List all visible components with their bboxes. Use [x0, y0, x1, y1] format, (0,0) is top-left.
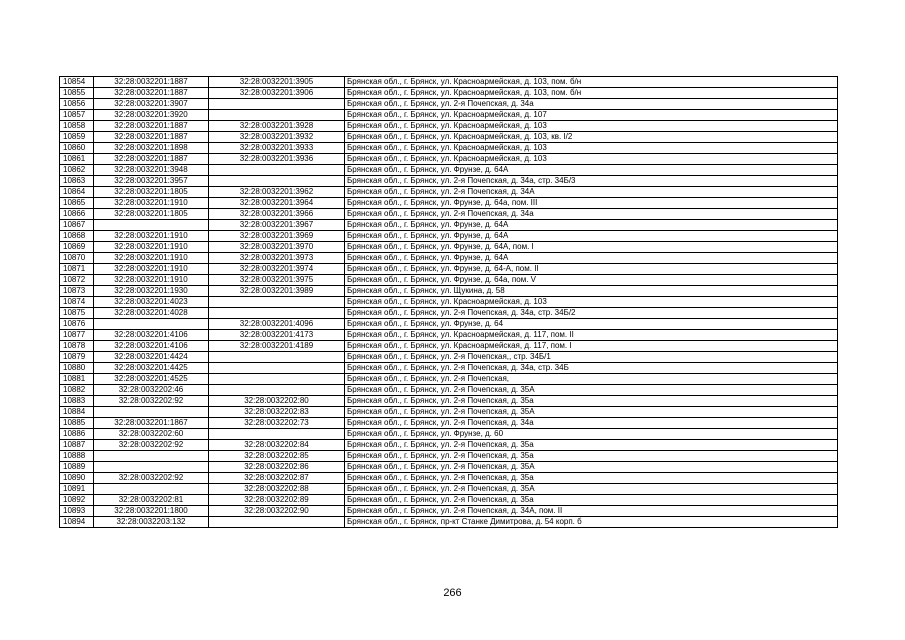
row-number-cell: 10869 — [60, 242, 94, 253]
cadastral-number-cell: 32:28:0032202:60 — [94, 429, 209, 440]
row-number-cell: 10857 — [60, 110, 94, 121]
address-cell: Брянская обл., г. Брянск, ул. Красноармейская, д. 103 — [345, 143, 838, 154]
cadastral-number-cell: 32:28:0032202:46 — [94, 385, 209, 396]
table-row — [60, 506, 838, 517]
address-cell: Брянская обл., г. Брянск, ул. Щукина, д. 58 — [345, 286, 838, 297]
object-cadastral-number-cell — [209, 374, 345, 385]
table-row — [60, 517, 838, 528]
address-cell: Брянская обл., г. Брянск, ул. Красноармейская, д. 103, кв. I/2 — [345, 132, 838, 143]
table-row — [60, 286, 838, 297]
row-number-cell: 10877 — [60, 330, 94, 341]
address-cell: Брянская обл., г. Брянск, ул. 2-я Почепская, д. 35а — [345, 440, 838, 451]
row-number-cell: 10872 — [60, 275, 94, 286]
cadastral-number-cell: 32:28:0032201:1887 — [94, 132, 209, 143]
cadastral-number-cell — [94, 220, 209, 231]
row-number-cell: 10890 — [60, 473, 94, 484]
cadastral-number-cell: 32:28:0032201:3948 — [94, 165, 209, 176]
address-cell: Брянская обл., г. Брянск, ул. 2-я Почепская, д. 35А — [345, 385, 838, 396]
object-cadastral-number-cell: 32:28:0032201:3936 — [209, 154, 345, 165]
address-cell: Брянская обл., г. Брянск, ул. Фрунзе, д. 64-А, пом. II — [345, 264, 838, 275]
row-number-cell: 10881 — [60, 374, 94, 385]
cadastral-number-cell — [94, 462, 209, 473]
row-number-cell: 10888 — [60, 451, 94, 462]
table-row — [60, 99, 838, 110]
address-cell: Брянская обл., г. Брянск, ул. 2-я Почепская, д. 35а — [345, 473, 838, 484]
address-cell: Брянская обл., г. Брянск, пр-кт Станке Димитрова, д. 54 корп. б — [345, 517, 838, 528]
cadastral-number-cell: 32:28:0032202:92 — [94, 396, 209, 407]
cadastral-number-cell: 32:28:0032201:3957 — [94, 176, 209, 187]
cadastral-number-cell: 32:28:0032202:92 — [94, 473, 209, 484]
address-cell: Брянская обл., г. Брянск, ул. Красноармейская, д. 103 — [345, 121, 838, 132]
object-cadastral-number-cell: 32:28:0032201:4189 — [209, 341, 345, 352]
cadastral-number-cell: 32:28:0032201:1898 — [94, 143, 209, 154]
row-number-cell: 10892 — [60, 495, 94, 506]
address-cell: Брянская обл., г. Брянск, ул. Фрунзе, д. 64а, пом. V — [345, 275, 838, 286]
object-cadastral-number-cell: 32:28:0032201:3905 — [209, 77, 345, 88]
address-cell: Брянская обл., г. Брянск, ул. Красноармейская, д. 103 — [345, 154, 838, 165]
address-cell: Брянская обл., г. Брянск, ул. Фрунзе, д. 64А — [345, 220, 838, 231]
row-number-cell: 10883 — [60, 396, 94, 407]
cadastral-number-cell: 32:28:0032201:3907 — [94, 99, 209, 110]
cadastral-number-cell: 32:28:0032201:1887 — [94, 88, 209, 99]
cadastral-number-cell: 32:28:0032201:1910 — [94, 253, 209, 264]
table-row — [60, 209, 838, 220]
object-cadastral-number-cell: 32:28:0032201:3906 — [209, 88, 345, 99]
cadastral-number-cell: 32:28:0032201:1887 — [94, 154, 209, 165]
object-cadastral-number-cell — [209, 385, 345, 396]
cadastral-number-cell: 32:28:0032201:4023 — [94, 297, 209, 308]
table-row — [60, 176, 838, 187]
table-row — [60, 198, 838, 209]
table-row — [60, 121, 838, 132]
object-cadastral-number-cell: 32:28:0032201:3966 — [209, 209, 345, 220]
object-cadastral-number-cell — [209, 99, 345, 110]
table-row — [60, 440, 838, 451]
row-number-cell: 10873 — [60, 286, 94, 297]
row-number-cell: 10887 — [60, 440, 94, 451]
object-cadastral-number-cell — [209, 429, 345, 440]
object-cadastral-number-cell — [209, 352, 345, 363]
table-row — [60, 297, 838, 308]
object-cadastral-number-cell: 32:28:0032202:73 — [209, 418, 345, 429]
table-row — [60, 451, 838, 462]
row-number-cell: 10879 — [60, 352, 94, 363]
address-cell: Брянская обл., г. Брянск, ул. Фрунзе, д. 64а, пом. III — [345, 198, 838, 209]
address-cell: Брянская обл., г. Брянск, ул. Красноармейская, д. 103, пом. б/н — [345, 88, 838, 99]
object-cadastral-number-cell: 32:28:0032202:90 — [209, 506, 345, 517]
address-cell: Брянская обл., г. Брянск, ул. Красноармейская, д. 103 — [345, 297, 838, 308]
row-number-cell: 10893 — [60, 506, 94, 517]
table-row — [60, 220, 838, 231]
object-cadastral-number-cell: 32:28:0032201:3962 — [209, 187, 345, 198]
cadastral-number-cell: 32:28:0032201:4106 — [94, 341, 209, 352]
object-cadastral-number-cell: 32:28:0032201:3932 — [209, 132, 345, 143]
row-number-cell: 10862 — [60, 165, 94, 176]
table-row — [60, 473, 838, 484]
cadastral-number-cell: 32:28:0032201:1910 — [94, 231, 209, 242]
cadastral-number-cell: 32:28:0032201:4424 — [94, 352, 209, 363]
table-row — [60, 462, 838, 473]
address-cell: Брянская обл., г. Брянск, ул. Красноармейская, д. 117, пом. II — [345, 330, 838, 341]
cadastral-number-cell: 32:28:0032201:4425 — [94, 363, 209, 374]
object-cadastral-number-cell — [209, 176, 345, 187]
address-cell: Брянская обл., г. Брянск, ул. Фрунзе, д. 64А — [345, 253, 838, 264]
address-cell: Брянская обл., г. Брянск, ул. 2-я Почепская, д. 34а — [345, 99, 838, 110]
object-cadastral-number-cell: 32:28:0032201:3928 — [209, 121, 345, 132]
row-number-cell: 10855 — [60, 88, 94, 99]
row-number-cell: 10866 — [60, 209, 94, 220]
table-row — [60, 352, 838, 363]
cadastral-number-cell — [94, 451, 209, 462]
cadastral-number-cell: 32:28:0032201:1887 — [94, 121, 209, 132]
cadastral-number-cell: 32:28:0032201:1910 — [94, 275, 209, 286]
address-cell: Брянская обл., г. Брянск, ул. 2-я Почепская, д. 34а — [345, 418, 838, 429]
address-cell: Брянская обл., г. Брянск, ул. 2-я Почепская, д. 34А — [345, 187, 838, 198]
object-cadastral-number-cell — [209, 517, 345, 528]
cadastral-number-cell: 32:28:0032201:1805 — [94, 187, 209, 198]
cadastral-number-cell: 32:28:0032201:1930 — [94, 286, 209, 297]
cadastral-number-cell: 32:28:0032201:4028 — [94, 308, 209, 319]
address-cell: Брянская обл., г. Брянск, ул. 2-я Почепская, д. 35А — [345, 462, 838, 473]
row-number-cell: 10891 — [60, 484, 94, 495]
table-row — [60, 132, 838, 143]
object-cadastral-number-cell: 32:28:0032201:4096 — [209, 319, 345, 330]
table-row — [60, 110, 838, 121]
object-cadastral-number-cell: 32:28:0032201:3973 — [209, 253, 345, 264]
cadastral-number-cell: 32:28:0032201:4525 — [94, 374, 209, 385]
address-cell: Брянская обл., г. Брянск, ул. 2-я Почепская, — [345, 374, 838, 385]
address-cell: Брянская обл., г. Брянск, ул. 2-я Почепская, д. 35А — [345, 407, 838, 418]
cadastral-number-cell: 32:28:0032201:1867 — [94, 418, 209, 429]
address-cell: Брянская обл., г. Брянск, ул. 2-я Почепская, д. 35а — [345, 451, 838, 462]
row-number-cell: 10861 — [60, 154, 94, 165]
row-number-cell: 10860 — [60, 143, 94, 154]
address-cell: Брянская обл., г. Брянск, ул. Фрунзе, д. 64А — [345, 231, 838, 242]
row-number-cell: 10876 — [60, 319, 94, 330]
row-number-cell: 10864 — [60, 187, 94, 198]
object-cadastral-number-cell: 32:28:0032202:85 — [209, 451, 345, 462]
row-number-cell: 10856 — [60, 99, 94, 110]
cadastral-number-cell: 32:28:0032201:1910 — [94, 264, 209, 275]
cadastral-number-cell: 32:28:0032201:1910 — [94, 242, 209, 253]
table-row — [60, 253, 838, 264]
address-cell: Брянская обл., г. Брянск, ул. 2-я Почепская, д. 34А, пом. II — [345, 506, 838, 517]
object-cadastral-number-cell — [209, 363, 345, 374]
object-cadastral-number-cell: 32:28:0032201:3969 — [209, 231, 345, 242]
object-cadastral-number-cell: 32:28:0032201:3933 — [209, 143, 345, 154]
table-row — [60, 275, 838, 286]
object-cadastral-number-cell: 32:28:0032202:89 — [209, 495, 345, 506]
object-cadastral-number-cell: 32:28:0032201:3974 — [209, 264, 345, 275]
object-cadastral-number-cell: 32:28:0032202:87 — [209, 473, 345, 484]
table-row — [60, 374, 838, 385]
row-number-cell: 10884 — [60, 407, 94, 418]
row-number-cell: 10889 — [60, 462, 94, 473]
table-row — [60, 308, 838, 319]
table-row — [60, 495, 838, 506]
object-cadastral-number-cell: 32:28:0032202:86 — [209, 462, 345, 473]
object-cadastral-number-cell: 32:28:0032201:3967 — [209, 220, 345, 231]
cadastral-number-cell: 32:28:0032203:132 — [94, 517, 209, 528]
object-cadastral-number-cell: 32:28:0032201:3975 — [209, 275, 345, 286]
row-number-cell: 10867 — [60, 220, 94, 231]
object-cadastral-number-cell — [209, 165, 345, 176]
row-number-cell: 10865 — [60, 198, 94, 209]
row-number-cell: 10870 — [60, 253, 94, 264]
cadastral-number-cell: 32:28:0032201:1805 — [94, 209, 209, 220]
object-cadastral-number-cell: 32:28:0032201:3970 — [209, 242, 345, 253]
cadastral-number-cell: 32:28:0032201:3920 — [94, 110, 209, 121]
row-number-cell: 10859 — [60, 132, 94, 143]
table-row — [60, 154, 838, 165]
cadastral-number-cell — [94, 407, 209, 418]
address-cell: Брянская обл., г. Брянск, ул. Красноармейская, д. 107 — [345, 110, 838, 121]
object-cadastral-number-cell: 32:28:0032202:80 — [209, 396, 345, 407]
address-cell: Брянская обл., г. Брянск, ул. Красноармейская, д. 103, пом. б/н — [345, 77, 838, 88]
address-cell: Брянская обл., г. Брянск, ул. 2-я Почепская, д. 34а — [345, 209, 838, 220]
object-cadastral-number-cell: 32:28:0032201:3989 — [209, 286, 345, 297]
object-cadastral-number-cell: 32:28:0032202:88 — [209, 484, 345, 495]
table-row — [60, 187, 838, 198]
table-row — [60, 242, 838, 253]
table-row — [60, 385, 838, 396]
row-number-cell: 10858 — [60, 121, 94, 132]
row-number-cell: 10875 — [60, 308, 94, 319]
address-cell: Брянская обл., г. Брянск, ул. Фрунзе, д. 64 — [345, 319, 838, 330]
table-row — [60, 341, 838, 352]
address-cell: Брянская обл., г. Брянск, ул. 2-я Почепская, д. 35А — [345, 484, 838, 495]
cadastral-number-cell: 32:28:0032202:81 — [94, 495, 209, 506]
address-cell: Брянская обл., г. Брянск, ул. Фрунзе, д. 64А, пом. I — [345, 242, 838, 253]
row-number-cell: 10886 — [60, 429, 94, 440]
cadastral-number-cell — [94, 319, 209, 330]
object-cadastral-number-cell: 32:28:0032202:84 — [209, 440, 345, 451]
address-cell: Брянская обл., г. Брянск, ул. Фрунзе, д. 64А — [345, 165, 838, 176]
table-row — [60, 429, 838, 440]
address-cell: Брянская обл., г. Брянск, ул. 2-я Почепская, д. 34а, стр. 34Б/2 — [345, 308, 838, 319]
row-number-cell: 10894 — [60, 517, 94, 528]
row-number-cell: 10871 — [60, 264, 94, 275]
object-cadastral-number-cell: 32:28:0032201:4173 — [209, 330, 345, 341]
cadastral-number-cell: 32:28:0032201:1910 — [94, 198, 209, 209]
cadastral-number-cell: 32:28:0032201:1887 — [94, 77, 209, 88]
row-number-cell: 10868 — [60, 231, 94, 242]
object-cadastral-number-cell — [209, 297, 345, 308]
cadastral-number-cell: 32:28:0032202:92 — [94, 440, 209, 451]
address-cell: Брянская обл., г. Брянск, ул. 2-я Почепская, д. 35а — [345, 396, 838, 407]
row-number-cell: 10885 — [60, 418, 94, 429]
row-number-cell: 10854 — [60, 77, 94, 88]
table-row — [60, 484, 838, 495]
table-row — [60, 418, 838, 429]
table-row — [60, 231, 838, 242]
row-number-cell: 10878 — [60, 341, 94, 352]
address-cell: Брянская обл., г. Брянск, ул. 2-я Почепская, д. 34а, стр. 34Б/3 — [345, 176, 838, 187]
cadastral-number-cell: 32:28:0032201:1800 — [94, 506, 209, 517]
registry-table — [59, 76, 838, 528]
address-cell: Брянская обл., г. Брянск, ул. 2-я Почепская, д. 35а — [345, 495, 838, 506]
page-number: 266 — [443, 587, 462, 599]
row-number-cell: 10882 — [60, 385, 94, 396]
table-row — [60, 143, 838, 154]
table-row — [60, 330, 838, 341]
table-row — [60, 363, 838, 374]
row-number-cell: 10874 — [60, 297, 94, 308]
registry-table-body — [60, 77, 838, 528]
object-cadastral-number-cell: 32:28:0032202:83 — [209, 407, 345, 418]
address-cell: Брянская обл., г. Брянск, ул. 2-я Почепская,, стр. 34Б/1 — [345, 352, 838, 363]
address-cell: Брянская обл., г. Брянск, ул. Фрунзе, д. 60 — [345, 429, 838, 440]
table-row — [60, 319, 838, 330]
row-number-cell: 10863 — [60, 176, 94, 187]
table-row — [60, 88, 838, 99]
table-row — [60, 396, 838, 407]
table-row — [60, 407, 838, 418]
table-row — [60, 165, 838, 176]
cadastral-number-cell: 32:28:0032201:4106 — [94, 330, 209, 341]
object-cadastral-number-cell: 32:28:0032201:3964 — [209, 198, 345, 209]
object-cadastral-number-cell — [209, 110, 345, 121]
table-row — [60, 77, 838, 88]
object-cadastral-number-cell — [209, 308, 345, 319]
address-cell: Брянская обл., г. Брянск, ул. Красноармейская, д. 117, пом. I — [345, 341, 838, 352]
table-row — [60, 264, 838, 275]
row-number-cell: 10880 — [60, 363, 94, 374]
address-cell: Брянская обл., г. Брянск, ул. 2-я Почепская, д. 34а, стр. 34Б — [345, 363, 838, 374]
cadastral-number-cell — [94, 484, 209, 495]
